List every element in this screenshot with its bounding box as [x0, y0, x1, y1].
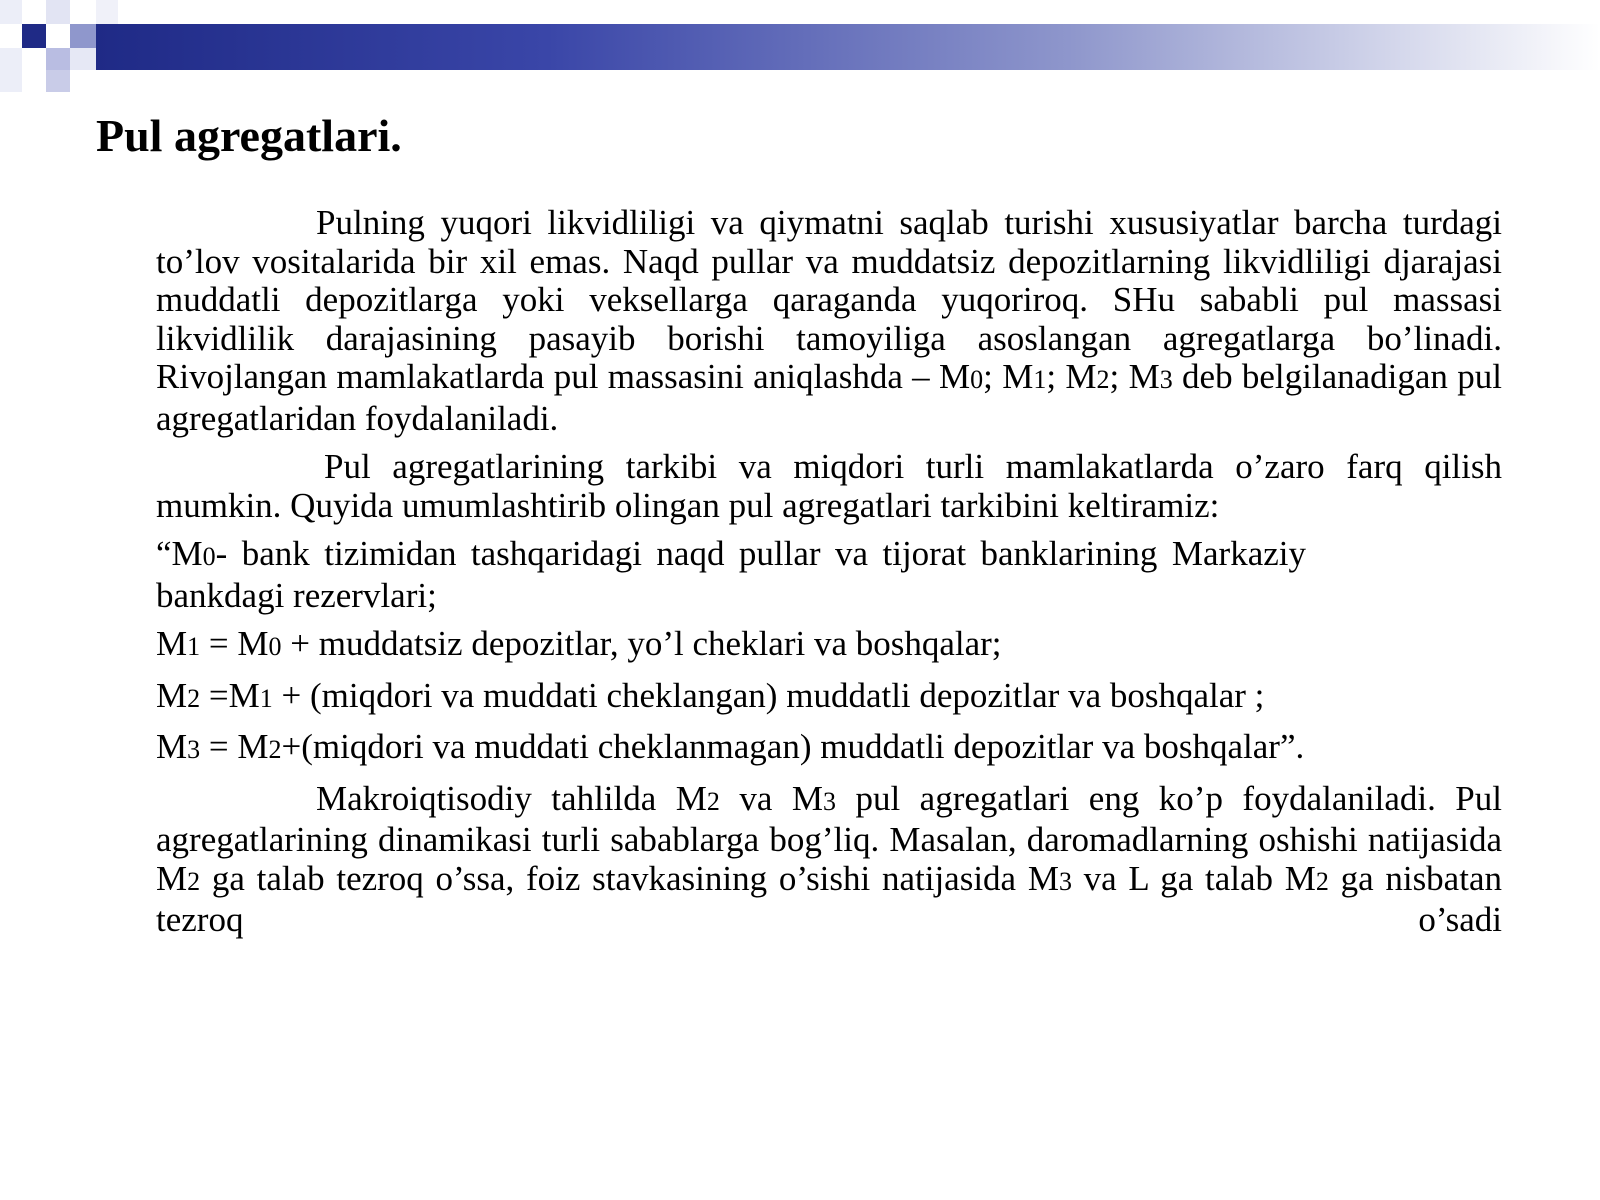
definition-m3: M3 = M2+(miqdori va muddati cheklanmagan) muddatli depozitlar va boshqalar”. — [156, 727, 1305, 766]
header-decor-square — [0, 0, 22, 24]
definition-m1: M1 = M0 + muddatsiz depozitlar, yo’l cheklari va boshqalar; — [156, 624, 1002, 663]
header-decor-square — [46, 0, 70, 24]
header-decor-square — [70, 24, 96, 48]
header-decor-square — [46, 70, 70, 92]
slide-body — [156, 204, 1502, 940]
header-decor-square — [70, 48, 96, 70]
paragraph-intro: Pulning yuqori likvidliligi va qiymatni saqlab turishi xususiyatlar barcha turdagi to’lov vositalarida bir xil emas. Naqd pullar va muddatsiz depozitlarning likvidliligi djarajasi muddatli depozitlarga yoki veksellarga qaraganda yuqoriroq. SHu sababli pul massasi likvidlilik darajasining pasayib borishi tamoyiliga asoslangan agregatlarga bo’linadi. Rivojlangan mamlakatlarda pul massasini aniqlashda – M0; M1; M2; M3 deb belgilanadigan pul agregatlaridan foydalaniladi. — [156, 203, 1502, 438]
header-gradient-bar — [96, 24, 1600, 70]
paragraph-aggregates: Pul agregatlarining tarkibi va miqdori turli mamlakatlarda o’zaro farq qilish mumkin. Quyida umumlashtirib olingan pul agregatlari tarkibini keltiramiz: — [156, 447, 1502, 525]
header-decor-square — [46, 48, 70, 70]
header-decor-square — [22, 24, 46, 48]
slide-title: Pul agregatlari. — [96, 110, 402, 161]
header-decor-square — [96, 0, 118, 24]
definition-m0: “M0- bank tizimidan tashqaridagi naqd pullar va tijorat banklarining Markaziy bankdagi rezervlari; — [156, 534, 1306, 615]
paragraph-analysis: Makroiqtisodiy tahlilda M2 va M3 pul agregatlari eng ko’p foydalaniladi. Pul agregatlarining dinamikasi turli sabablarga bog’liq. Masalan, daromadlarning oshishi natijasida M2 ga talab tezroq o’ssa, foiz stavkasining o’sishi natijasida M3 va L ga talab M2 ga nisbatan tezroq o’sadi — [156, 778, 1502, 939]
definition-m2: M2 =M1 + (miqdori va muddati cheklangan) muddatli depozitlar va boshqalar ; — [156, 675, 1265, 715]
header-decor-square — [0, 48, 22, 92]
